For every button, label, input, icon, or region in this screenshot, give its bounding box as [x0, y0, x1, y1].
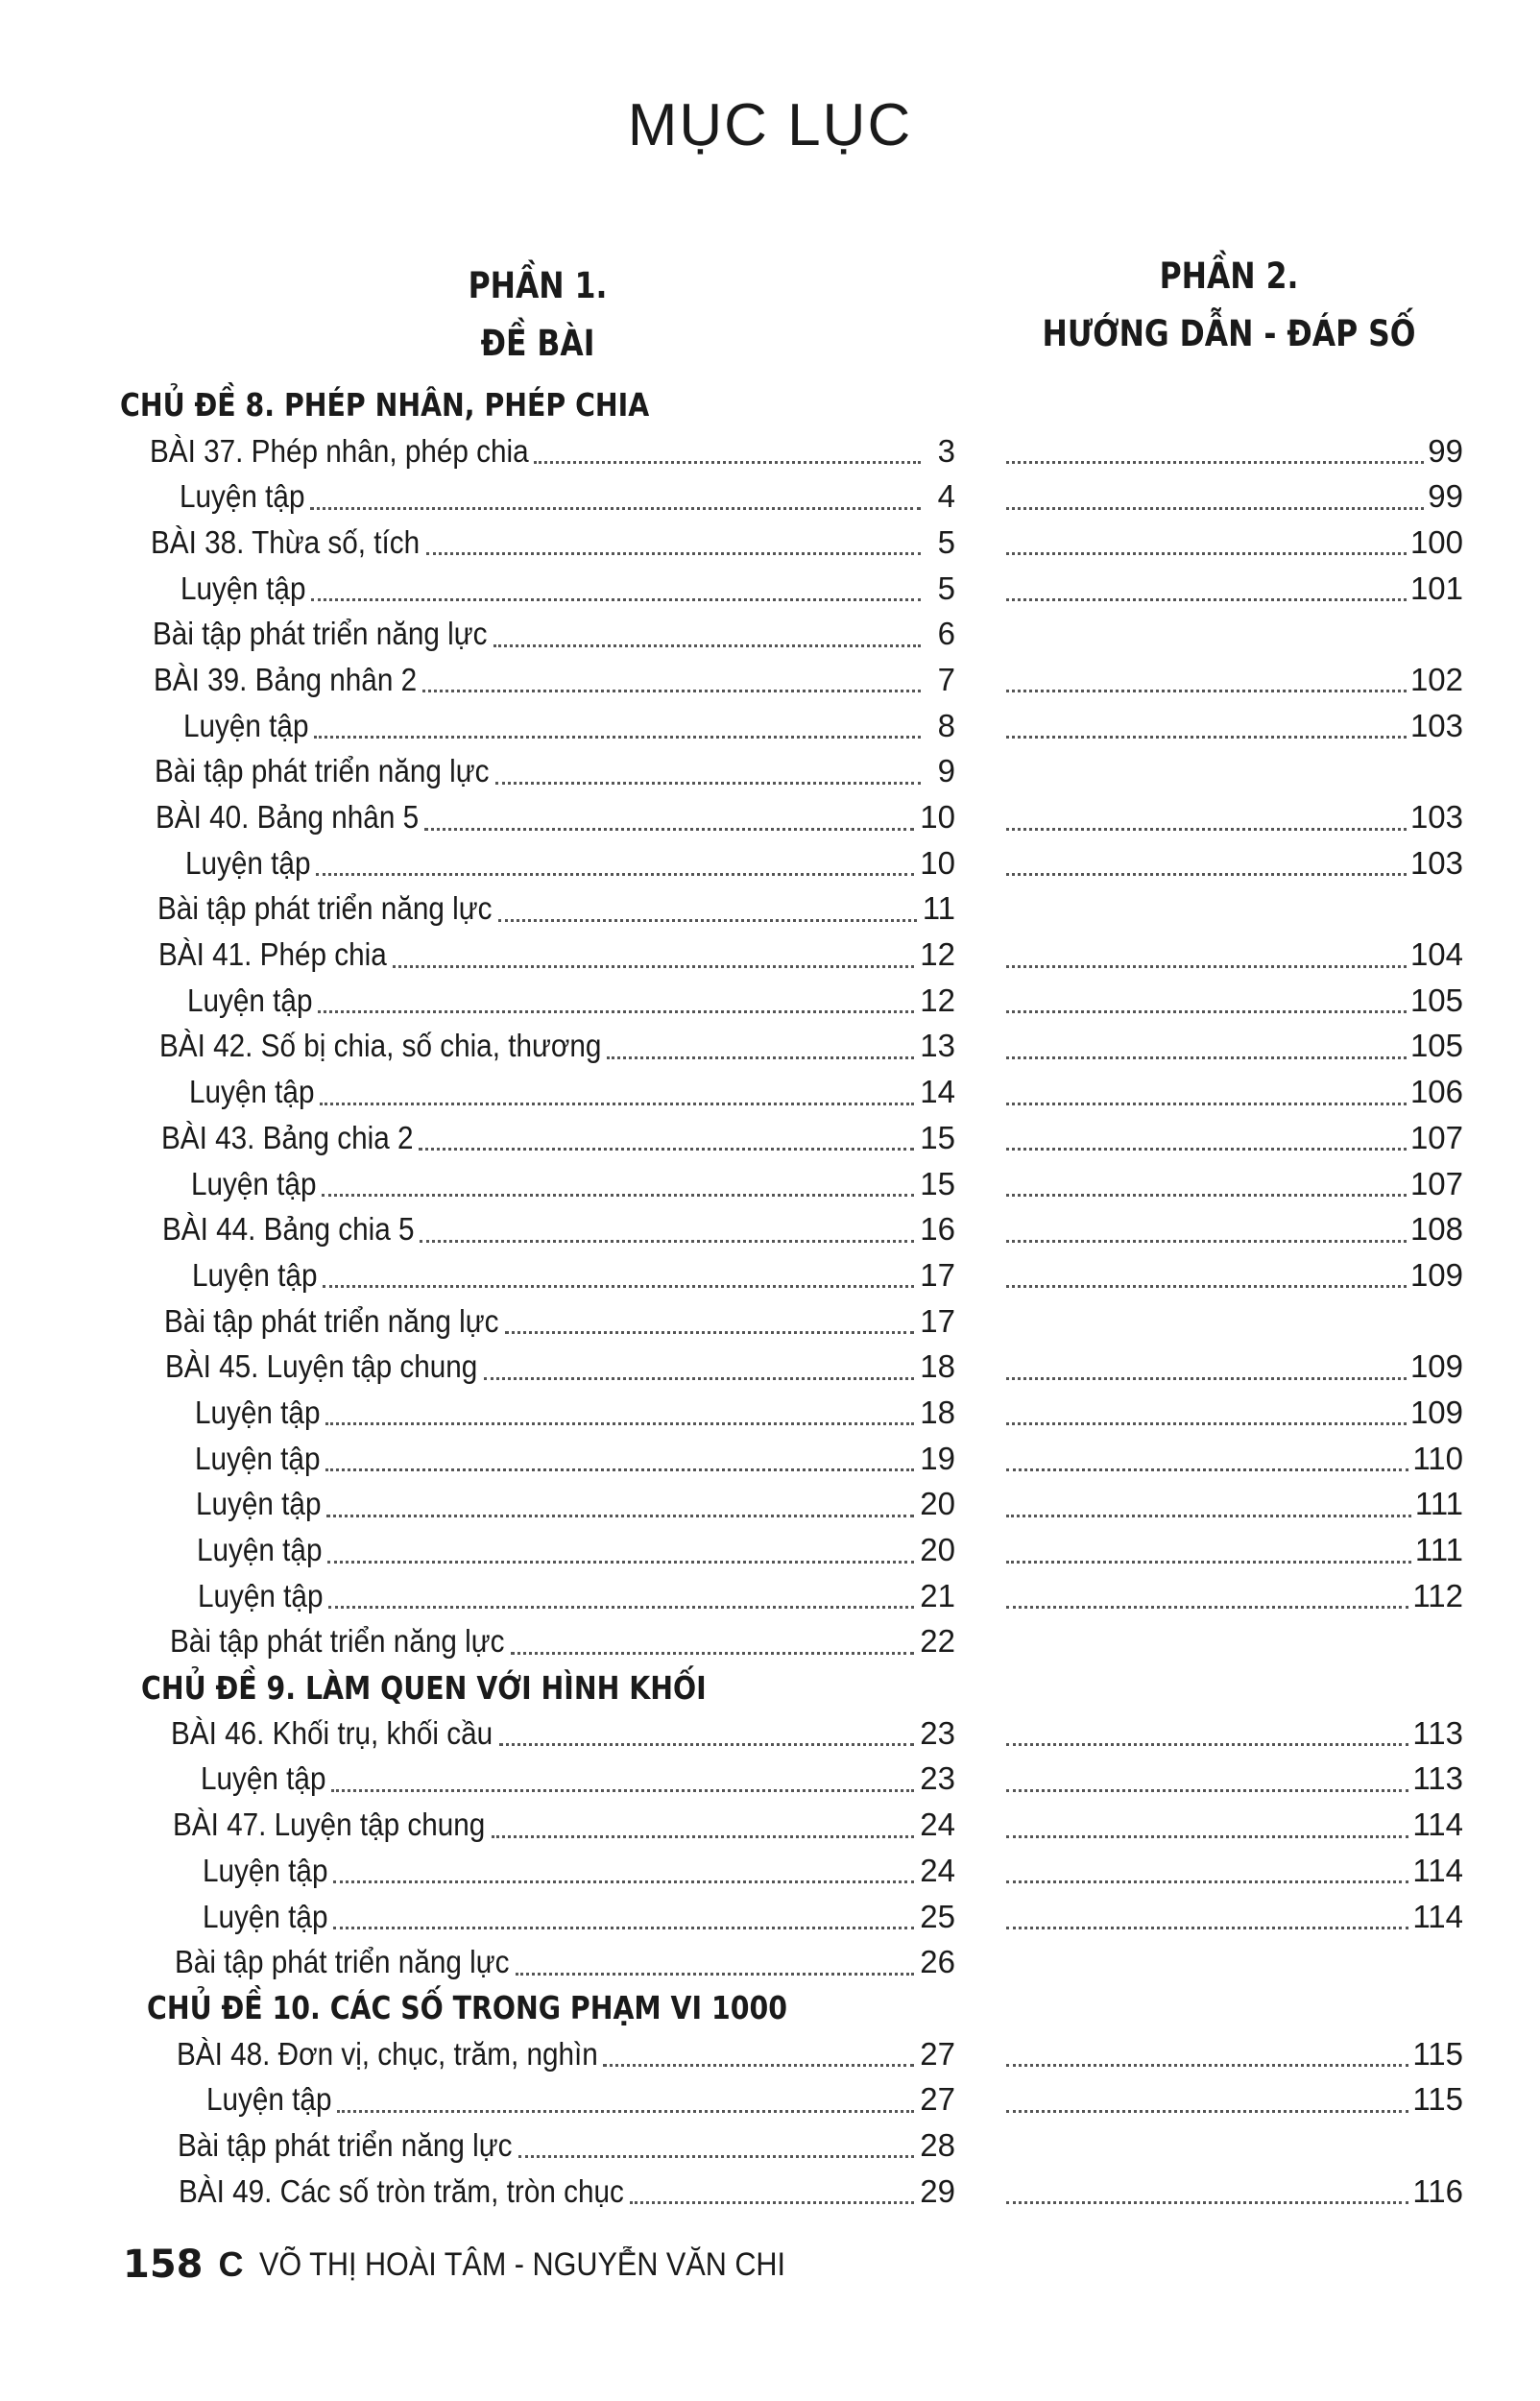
entry-page-number: 27 [920, 2035, 955, 2072]
answer-entry [1006, 1757, 1463, 1803]
toc-entry [171, 1710, 955, 1757]
entry-page-number: 15 [920, 1119, 955, 1155]
entry-label: BÀI 41. Phép chia [158, 936, 387, 973]
toc-row [0, 1024, 1540, 1070]
toc-entry [170, 1619, 955, 1665]
toc-entry [198, 1573, 955, 1619]
entry-page-number: 22 [920, 1623, 955, 1660]
entry-label: Luyện tập [197, 1532, 323, 1568]
dot-leader [419, 1148, 914, 1151]
answer-page-number: 103 [1409, 799, 1463, 836]
toc-entry [151, 520, 955, 566]
part2-line1: PHẦN 2. [1159, 255, 1299, 297]
toc-entry [197, 1527, 955, 1573]
entry-page-number: 24 [920, 1852, 955, 1888]
toc-row [0, 657, 1540, 703]
answer-entry [1006, 1252, 1463, 1298]
entry-page-number: 17 [920, 1256, 955, 1293]
topic-heading [120, 382, 735, 428]
answer-page-number: 101 [1409, 570, 1463, 606]
dot-leader [1006, 1422, 1407, 1425]
entry-page-number: 3 [937, 432, 955, 469]
entry-label: Luyện tập [180, 570, 306, 606]
toc-row [0, 1664, 1540, 1710]
entry-label: Bài tập phát triển năng lực [155, 753, 490, 789]
answer-page-number: 103 [1409, 844, 1463, 881]
dot-leader [1006, 1468, 1408, 1471]
answer-entry [1006, 840, 1463, 886]
entry-label: BÀI 40. Bảng nhân 5 [156, 799, 420, 836]
toc-entry [158, 932, 955, 978]
dot-leader [484, 1377, 915, 1380]
answer-page-number: 115 [1412, 2081, 1463, 2118]
toc-entry [161, 1115, 955, 1161]
dot-leader [1006, 1561, 1411, 1564]
toc-row [0, 703, 1540, 749]
entry-page-number: 4 [937, 478, 955, 515]
dot-leader [327, 1561, 914, 1564]
dot-leader [1006, 1606, 1408, 1609]
dot-leader [1006, 1377, 1407, 1380]
entry-label: Luyện tập [195, 1440, 321, 1476]
answer-entry [1006, 978, 1463, 1024]
dot-leader [333, 1927, 914, 1929]
dot-leader [1006, 507, 1424, 510]
entry-label: Bài tập phát triển năng lực [157, 890, 493, 927]
answer-page-number: 111 [1414, 1532, 1463, 1568]
toc-row [0, 1848, 1540, 1894]
entry-label: Luyện tập [192, 1256, 318, 1293]
dot-leader [1006, 690, 1407, 692]
toc-row [0, 1390, 1540, 1436]
toc-row [0, 2031, 1540, 2077]
dot-leader [316, 873, 914, 876]
toc-row [0, 749, 1540, 795]
dot-leader [328, 1606, 914, 1609]
entry-page-number: 7 [937, 661, 955, 697]
part1-heading [325, 257, 750, 373]
page-footer [123, 2236, 843, 2293]
entry-page-number: 29 [920, 2172, 955, 2209]
answer-entry [1006, 1344, 1463, 1390]
dot-leader [630, 2201, 914, 2204]
answer-entry [1006, 1115, 1463, 1161]
answer-entry [1006, 1894, 1463, 1940]
dot-leader [1006, 2110, 1408, 2113]
entry-page-number: 18 [920, 1394, 955, 1430]
toc-row [0, 1802, 1540, 1848]
answer-page-number: 114 [1412, 1807, 1463, 1843]
entry-page-number: 27 [920, 2081, 955, 2118]
answer-page-number: 106 [1409, 1074, 1463, 1110]
entry-label: Bài tập phát triển năng lực [170, 1623, 505, 1660]
answer-page-number: 100 [1409, 523, 1463, 560]
part2-line2: HƯỚNG DẪN - ĐÁP SỐ [1042, 313, 1416, 354]
topic-heading [141, 1664, 798, 1710]
dot-leader [498, 919, 917, 922]
entry-page-number: 15 [920, 1165, 955, 1201]
dot-leader [1006, 828, 1407, 831]
toc-row [0, 611, 1540, 657]
toc-row [0, 1894, 1540, 1940]
entry-page-number: 14 [920, 1074, 955, 1110]
entry-label: Bài tập phát triển năng lực [175, 1944, 510, 1980]
entry-page-number: 6 [937, 616, 955, 652]
dot-leader [1006, 1285, 1407, 1288]
dot-leader [499, 1743, 915, 1746]
toc-entry [154, 657, 955, 703]
footer-authors: VÕ THỊ HOÀI TÂM - NGUYỄN VĂN CHI [258, 2245, 785, 2283]
entry-label: BÀI 46. Khối trụ, khối cầu [171, 1714, 493, 1751]
entry-label: BÀI 48. Đơn vị, chục, trăm, nghìn [177, 2035, 598, 2072]
dot-leader [1006, 736, 1407, 739]
answer-page-number: 109 [1409, 1348, 1463, 1385]
toc-row [0, 1985, 1540, 2031]
answer-page-number: 99 [1428, 478, 1463, 515]
dot-leader [492, 1835, 915, 1838]
entry-page-number: 8 [937, 707, 955, 743]
entry-label: BÀI 44. Bảng chia 5 [162, 1211, 415, 1248]
toc-row [0, 886, 1540, 933]
toc-row [0, 2076, 1540, 2122]
toc-entry [150, 428, 955, 474]
entry-label: Luyện tập [185, 844, 311, 881]
entry-page-number: 12 [920, 936, 955, 973]
answer-entry [1006, 1802, 1463, 1848]
toc-row [0, 1757, 1540, 1803]
dot-leader [1006, 1240, 1407, 1243]
entry-label: Bài tập phát triển năng lực [178, 2126, 513, 2163]
toc-entry [192, 1252, 955, 1298]
dot-leader [493, 644, 921, 647]
dot-leader [1006, 1743, 1408, 1746]
toc-entry [195, 1436, 955, 1482]
answer-entry [1006, 2169, 1463, 2215]
entry-label: Luyện tập [183, 707, 309, 743]
entry-page-number: 10 [920, 844, 955, 881]
toc-row [0, 1298, 1540, 1345]
dot-leader [323, 1285, 914, 1288]
dot-leader [331, 1789, 914, 1792]
dot-leader [322, 1194, 914, 1197]
toc-entry [179, 2169, 955, 2215]
dot-leader [1006, 461, 1424, 464]
toc-entry [203, 1848, 955, 1894]
dot-leader [1006, 1515, 1411, 1517]
page-number: 158 [123, 2243, 204, 2287]
toc-row [0, 794, 1540, 840]
answer-page-number: 114 [1412, 1898, 1463, 1934]
entry-page-number: 19 [920, 1440, 955, 1476]
toc-entry [173, 1802, 955, 1848]
answer-entry [1006, 2076, 1463, 2122]
page-title: MỤC LỤC [627, 92, 913, 158]
toc-entry [178, 2122, 955, 2169]
entry-page-number: 26 [920, 1944, 955, 1980]
dot-leader [1006, 1194, 1407, 1197]
dot-leader [1006, 552, 1407, 555]
toc-row [0, 978, 1540, 1024]
entry-label: Luyện tập [198, 1577, 324, 1613]
toc-row [0, 566, 1540, 612]
toc-entry [156, 794, 955, 840]
toc-row [0, 840, 1540, 886]
dot-leader [1006, 1927, 1408, 1929]
footer-mark: C [218, 2244, 244, 2284]
topic-label: CHỦ ĐỀ 10. CÁC SỐ TRONG PHẠM VI 1000 [147, 1989, 787, 2027]
dot-leader [1006, 1148, 1407, 1151]
toc-row [0, 1619, 1540, 1665]
answer-entry [1006, 428, 1463, 474]
entry-label: Bài tập phát triển năng lực [164, 1302, 499, 1339]
toc-entry [203, 1894, 955, 1940]
entry-label: BÀI 38. Thừa số, tích [151, 523, 421, 560]
dot-leader [534, 461, 921, 464]
toc-row [0, 1527, 1540, 1573]
answer-entry [1006, 1161, 1463, 1207]
dot-leader [516, 1973, 915, 1976]
dot-leader [1006, 1056, 1407, 1059]
toc-entry [195, 1390, 955, 1436]
answer-page-number: 112 [1412, 1577, 1463, 1613]
dot-leader [420, 1240, 914, 1243]
entry-label: Luyện tập [187, 982, 313, 1018]
toc-row [0, 932, 1540, 978]
answer-entry [1006, 1206, 1463, 1252]
entry-page-number: 20 [920, 1532, 955, 1568]
toc-entry [153, 611, 955, 657]
answer-entry [1006, 1390, 1463, 1436]
entry-label: BÀI 37. Phép nhân, phép chia [150, 432, 529, 469]
dot-leader [1006, 1103, 1407, 1105]
entry-label: BÀI 49. Các số tròn trăm, tròn chục [179, 2172, 624, 2209]
dot-leader [1006, 1835, 1408, 1838]
entry-label: Luyện tập [191, 1165, 317, 1201]
toc-row [0, 473, 1540, 520]
answer-page-number: 103 [1409, 707, 1463, 743]
answer-entry [1006, 1710, 1463, 1757]
answer-page-number: 110 [1412, 1440, 1463, 1476]
toc-entry [177, 2031, 955, 2077]
entry-page-number: 23 [920, 1714, 955, 1751]
toc-entry [191, 1161, 955, 1207]
dot-leader [1006, 2201, 1408, 2204]
answer-entry [1006, 932, 1463, 978]
answer-page-number: 107 [1409, 1119, 1463, 1155]
toc-entry [164, 1298, 955, 1345]
dot-leader [314, 736, 921, 739]
dot-leader [505, 1331, 915, 1334]
answer-page-number: 116 [1412, 2172, 1463, 2209]
toc-entry [162, 1206, 955, 1252]
dot-leader [325, 1422, 914, 1425]
toc-entry [206, 2076, 955, 2122]
dot-leader [1006, 1789, 1408, 1792]
dot-leader [333, 1880, 914, 1883]
answer-page-number: 108 [1409, 1211, 1463, 1248]
entry-page-number: 5 [937, 523, 955, 560]
toc-row [0, 1252, 1540, 1298]
answer-page-number: 105 [1409, 1028, 1463, 1064]
entry-label: BÀI 43. Bảng chia 2 [161, 1119, 414, 1155]
toc-entry [201, 1757, 955, 1803]
toc-entry [187, 978, 955, 1024]
entry-label: Luyện tập [196, 1486, 322, 1522]
dot-leader [422, 690, 921, 692]
dot-leader [607, 1056, 914, 1059]
toc-row [0, 1573, 1540, 1619]
answer-page-number: 111 [1414, 1486, 1463, 1522]
answer-entry [1006, 1527, 1463, 1573]
entry-page-number: 12 [920, 982, 955, 1018]
toc-entry [157, 886, 955, 933]
part1-line1: PHẦN 1. [468, 265, 608, 306]
answer-page-number: 105 [1409, 982, 1463, 1018]
dot-leader [426, 552, 922, 555]
entry-label: Luyện tập [195, 1394, 321, 1430]
toc-row [0, 1069, 1540, 1115]
toc-entry [155, 749, 955, 795]
entry-label: Luyện tập [203, 1852, 328, 1888]
toc-row [0, 1344, 1540, 1390]
entry-label: BÀI 47. Luyện tập chung [173, 1807, 486, 1843]
entry-page-number: 5 [937, 570, 955, 606]
dot-leader [1006, 2064, 1408, 2067]
toc-entry [165, 1344, 955, 1390]
answer-entry [1006, 1482, 1463, 1528]
dot-leader [393, 965, 914, 968]
answer-entry [1006, 520, 1463, 566]
entry-label: Luyện tập [180, 478, 305, 515]
entry-page-number: 24 [920, 1807, 955, 1843]
topic-label: CHỦ ĐỀ 9. LÀM QUEN VỚI HÌNH KHỐI [141, 1668, 707, 1707]
answer-entry [1006, 657, 1463, 703]
toc-row [0, 1161, 1540, 1207]
toc-entry [180, 566, 955, 612]
answer-entry [1006, 1573, 1463, 1619]
answer-page-number: 113 [1412, 1714, 1463, 1751]
topic-label: CHỦ ĐỀ 8. PHÉP NHÂN, PHÉP CHIA [120, 386, 650, 424]
dot-leader [1006, 873, 1407, 876]
entry-page-number: 18 [920, 1348, 955, 1385]
dot-leader [325, 1468, 914, 1471]
part2-heading [1017, 248, 1441, 363]
toc-row [0, 1115, 1540, 1161]
toc-entry [159, 1024, 955, 1070]
toc-entry [183, 703, 955, 749]
answer-page-number: 104 [1409, 936, 1463, 973]
answer-page-number: 113 [1412, 1760, 1463, 1797]
answer-page-number: 107 [1409, 1165, 1463, 1201]
toc-row [0, 1939, 1540, 1985]
answer-entry [1006, 1024, 1463, 1070]
entry-page-number: 28 [920, 2126, 955, 2163]
dot-leader [310, 507, 921, 510]
toc-row [0, 428, 1540, 474]
dot-leader [1006, 598, 1407, 601]
dot-leader [326, 1515, 914, 1517]
toc-entry [180, 473, 955, 520]
dot-leader [603, 2064, 914, 2067]
table-of-contents [0, 382, 1540, 2215]
entry-label: BÀI 39. Bảng nhân 2 [154, 661, 418, 697]
answer-entry [1006, 566, 1463, 612]
entry-page-number: 25 [920, 1898, 955, 1934]
toc-row [0, 382, 1540, 428]
answer-entry [1006, 794, 1463, 840]
toc-row [0, 1206, 1540, 1252]
toc-entry [185, 840, 955, 886]
dot-leader [518, 2155, 915, 2158]
dot-leader [337, 2110, 914, 2113]
entry-label: Luyện tập [203, 1898, 328, 1934]
entry-page-number: 10 [920, 799, 955, 836]
entry-label: Bài tập phát triển năng lực [153, 616, 488, 652]
dot-leader [320, 1103, 914, 1105]
entry-label: Luyện tập [189, 1074, 315, 1110]
entry-page-number: 11 [922, 890, 955, 927]
answer-entry [1006, 703, 1463, 749]
dot-leader [1006, 1010, 1407, 1013]
answer-entry [1006, 2031, 1463, 2077]
toc-row [0, 1710, 1540, 1757]
answer-page-number: 109 [1409, 1394, 1463, 1430]
answer-entry [1006, 473, 1463, 520]
toc-row [0, 2122, 1540, 2169]
dot-leader [495, 782, 921, 785]
toc-row [0, 1436, 1540, 1482]
toc-entry [196, 1482, 955, 1528]
toc-row [0, 1482, 1540, 1528]
dot-leader [1006, 1880, 1408, 1883]
entry-page-number: 21 [920, 1577, 955, 1613]
dot-leader [1006, 965, 1407, 968]
answer-page-number: 109 [1409, 1256, 1463, 1293]
entry-page-number: 9 [937, 753, 955, 789]
entry-label: BÀI 42. Số bị chia, số chia, thương [159, 1028, 602, 1064]
dot-leader [318, 1010, 914, 1013]
entry-page-number: 20 [920, 1486, 955, 1522]
answer-entry [1006, 1069, 1463, 1115]
dot-leader [424, 828, 915, 831]
entry-page-number: 16 [920, 1211, 955, 1248]
entry-label: Luyện tập [206, 2081, 332, 2118]
toc-entry [175, 1939, 955, 1985]
toc-row [0, 520, 1540, 566]
toc-row [0, 2169, 1540, 2215]
answer-entry [1006, 1848, 1463, 1894]
entry-page-number: 23 [920, 1760, 955, 1797]
topic-heading [147, 1985, 892, 2031]
entry-label: Luyện tập [201, 1760, 326, 1797]
entry-page-number: 17 [920, 1302, 955, 1339]
answer-page-number: 99 [1428, 432, 1463, 469]
answer-page-number: 114 [1412, 1852, 1463, 1888]
entry-page-number: 13 [920, 1028, 955, 1064]
answer-page-number: 102 [1409, 661, 1463, 697]
dot-leader [511, 1652, 915, 1655]
answer-entry [1006, 1436, 1463, 1482]
dot-leader [311, 598, 921, 601]
part1-line2: ĐỀ BÀI [480, 323, 595, 364]
entry-label: BÀI 45. Luyện tập chung [165, 1348, 478, 1385]
answer-page-number: 115 [1412, 2035, 1463, 2072]
toc-entry [189, 1069, 955, 1115]
